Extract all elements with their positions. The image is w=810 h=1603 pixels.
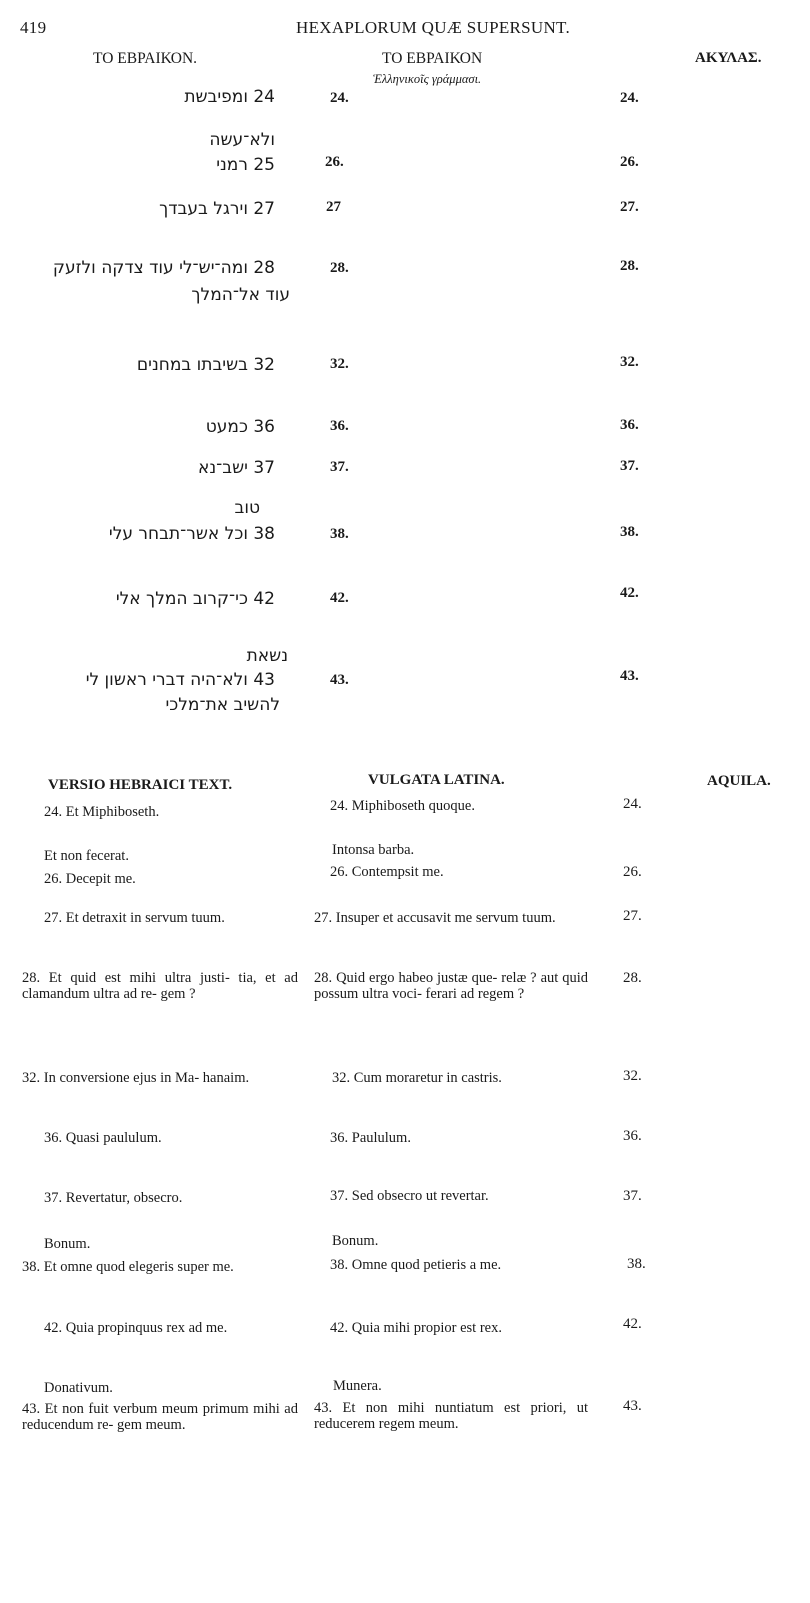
versio-column-heading: VERSIO HEBRAICI TEXT. — [48, 777, 233, 793]
aquila-latin-verse-number: 32. — [623, 1068, 642, 1084]
versio-verse-27: 27. Et detraxit in servum tuum. — [44, 910, 225, 926]
transliteration-verse-number: 28. — [330, 260, 349, 276]
vulgata-verse-38: 38. Omne quod petieris a me. — [330, 1257, 502, 1273]
versio-verse-43: 43. Et non fuit verbum meum primum mihi ad reducendum re- gem meum. — [22, 1401, 298, 1433]
transliteration-verse-number: 37. — [330, 459, 349, 475]
vulgata-verse-26: 26. Contempsit me. — [330, 864, 444, 880]
vulgata-verse-36: 36. Paululum. — [330, 1130, 411, 1146]
transliteration-verse-number: 26. — [325, 154, 344, 170]
versio-note-43: Donativum. — [44, 1380, 113, 1396]
aquila-verse-number: 24. — [620, 90, 639, 106]
vulgata-verse-42: 42. Quia mihi propior est rex. — [330, 1320, 502, 1336]
page-number: 419 — [20, 18, 47, 37]
hebrew-verse-38: 38 וכל אשר־תבחר עלי — [108, 524, 275, 544]
versio-verse-28: 28. Et quid est mihi ultra justi- tia, et ad clamandum ultra ad re- gem ? — [22, 970, 298, 1002]
hebrew-verse-43-line2: להשיב את־מלכי — [165, 695, 280, 715]
transliteration-verse-number: 32. — [330, 356, 349, 372]
vulgata-note-26: Intonsa barba. — [332, 842, 415, 858]
aquila-latin-verse-number: 43. — [623, 1398, 642, 1414]
vulgata-column-heading: VULGATA LATINA. — [368, 772, 505, 788]
aquila-latin-column-heading: AQUILA. — [707, 773, 771, 789]
versio-verse-36: 36. Quasi paululum. — [44, 1130, 162, 1146]
aquila-latin-verse-number: 42. — [623, 1316, 642, 1332]
transliteration-verse-number: 27 — [326, 199, 341, 215]
transliteration-column-heading: ΤΟ ΕΒΡΑΙΚΟΝ — [382, 50, 483, 67]
aquila-latin-verse-number: 27. — [623, 908, 642, 924]
aquila-latin-verse-number: 38. — [627, 1256, 646, 1272]
vulgata-verse-27: 27. Insuper et accusavit me servum tuum. — [314, 910, 556, 926]
transliteration-verse-number: 36. — [330, 418, 349, 434]
hebrew-note-43: נשאת — [246, 646, 288, 666]
hebrew-verse-32: 32 בשיבתו במחנים — [136, 355, 275, 375]
hebrew-verse-36: 36 כמעט — [205, 417, 275, 437]
aquila-verse-number: 36. — [620, 417, 639, 433]
versio-verse-42: 42. Quia propinquus rex ad me. — [44, 1320, 228, 1336]
aquila-verse-number: 32. — [620, 354, 639, 370]
aquila-verse-number: 26. — [620, 154, 639, 170]
transliteration-subheading: Ἑλληνικοῖς γράμμασι. — [373, 72, 482, 86]
hebrew-verse-43-line1: 43 ולא־היה דברי ראשון לי — [85, 670, 275, 690]
hebrew-verse-42: 42 כי־קרוב המלך אלי — [115, 589, 275, 609]
aquila-latin-verse-number: 37. — [623, 1188, 642, 1204]
hebrew-verse-25: 25 רמני — [216, 155, 275, 175]
versio-verse-26: 26. Decepit me. — [44, 871, 136, 887]
versio-verse-32: 32. In conversione ejus in Ma- hanaim. — [22, 1070, 250, 1086]
hebrew-note-38: טוב — [234, 498, 260, 518]
vulgata-verse-43: 43. Et non mihi nuntiatum est priori, ut reducerem regem meum. — [314, 1400, 588, 1432]
aquila-verse-number: 43. — [620, 668, 639, 684]
hebrew-note-25: ולא־עשה — [209, 130, 275, 150]
aquila-verse-number: 28. — [620, 258, 639, 274]
running-title: HEXAPLORUM QUÆ SUPERSUNT. — [296, 18, 571, 37]
vulgata-verse-28: 28. Quid ergo habeo justæ que- relæ ? aut quid possum ultra voci- ferari ad regem ? — [314, 970, 588, 1002]
versio-verse-37: 37. Revertatur, obsecro. — [44, 1190, 183, 1206]
aquila-verse-number: 38. — [620, 524, 639, 540]
versio-note-38: Bonum. — [44, 1236, 91, 1252]
transliteration-verse-number: 42. — [330, 590, 349, 606]
versio-verse-38: 38. Et omne quod elegeris super me. — [22, 1259, 234, 1275]
versio-note-26: Et non fecerat. — [44, 848, 129, 864]
hebrew-verse-27: 27 וירגל בעבדך — [159, 199, 275, 219]
aquila-latin-verse-number: 24. — [623, 796, 642, 812]
hebrew-verse-28-line2: עוד אל־המלך — [191, 285, 290, 305]
aquila-verse-number: 42. — [620, 585, 639, 601]
aquila-latin-verse-number: 36. — [623, 1128, 642, 1144]
vulgata-note-38: Bonum. — [332, 1233, 379, 1249]
aquila-latin-verse-number: 28. — [623, 970, 642, 986]
transliteration-verse-number: 24. — [330, 90, 349, 106]
vulgata-verse-24: 24. Miphiboseth quoque. — [330, 798, 475, 814]
versio-verse-24: 24. Et Miphiboseth. — [44, 804, 160, 820]
hebrew-verse-37: 37 ישב־נא — [197, 458, 275, 478]
vulgata-verse-37: 37. Sed obsecro ut revertar. — [330, 1188, 489, 1204]
transliteration-verse-number: 43. — [330, 672, 349, 688]
transliteration-verse-number: 38. — [330, 526, 349, 542]
aquila-greek-column-heading: ΑΚΥΛΑΣ. — [695, 50, 762, 66]
hebrew-column-heading: ΤΟ ΕΒΡΑΙΚΟΝ. — [93, 50, 198, 67]
aquila-verse-number: 27. — [620, 199, 639, 215]
hebrew-verse-24: 24 ומפיבשת — [184, 87, 275, 107]
aquila-latin-verse-number: 26. — [623, 864, 642, 880]
hebrew-verse-28-line1: 28 ומה־יש־לי עוד צדקה ולזעק — [52, 258, 275, 278]
vulgata-note-43: Munera. — [333, 1378, 382, 1394]
vulgata-verse-32: 32. Cum moraretur in castris. — [332, 1070, 502, 1086]
aquila-verse-number: 37. — [620, 458, 639, 474]
